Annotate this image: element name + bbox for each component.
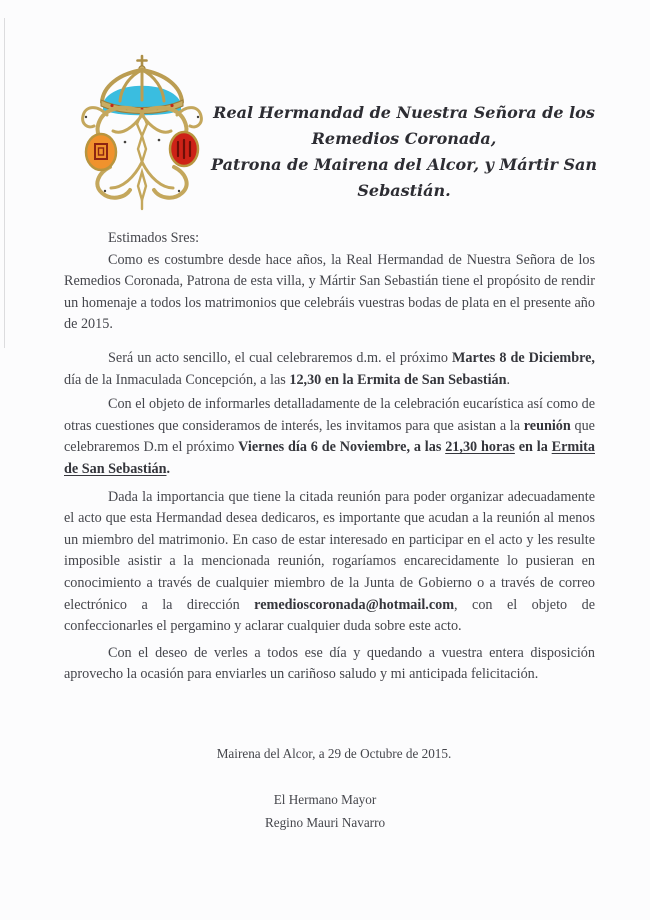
text-segment: Dada la importancia que tiene la citada reunión para poder organizar adecuadamente el acto que esta Hermandad desea dedicaros, es importante que acudan a la reunión al menos un miembro del matrimonio. En caso de estar interesado en participar en el acto y les resulte imposible asistir a la mencionada reunión, rogaríamos encarecidamente lo pusieran en conocimiento a través de cualquier miembro de la Junta de Gobierno o a través de correo electrónico a la dirección [64,488,595,613]
signature-name: Regino Mauri Navarro [264,814,386,830]
text-segment: que celebraremos D.m el próximo [64,417,595,456]
text-segment: Con el deseo de verles a todos ese día y quedando a vuestra entera disposición aprovecho la ocasión para enviarles un cariñoso saludo y mi anticipada felicitación. [64,644,595,683]
text-segment: Como es costumbre desde hace años, la Real Hermandad de Nuestra Señora de los Remedios Coronada, Patrona de esta villa, y Mártir San Sebastián tiene el propósito de rendir un homenaje a todos los matrimonios que celebráis vuestras bodas de plata en el presente año de 2015. [64,251,595,333]
meeting-place-underlined: Ermita de San Sebastián [64,439,595,477]
hermandad-crest-icon [72,53,212,215]
letterhead-title-line1: Real Hermandad de Nuestra Señora de los Remedios Coronada, [213,103,595,148]
event-time-place-bold: 12,30 en la Ermita de San Sebastián [289,371,507,388]
signature-role: El Hermano Mayor [273,792,377,807]
left-medallion [86,134,116,170]
paragraph-event-date [64,348,595,391]
letterhead-title [205,100,603,204]
dateline: Mairena del Alcor, a 29 de Octubre de 2015. [216,746,452,761]
salutation: Estimados Sres: [108,230,200,246]
scan-artifact-line [4,18,5,348]
email-address: remedioscoronada@hotmail.com [254,596,455,613]
meeting-word-bold: reunión [523,417,571,434]
meeting-time-underlined: 21,30 horas [445,439,515,456]
paragraph-closing [64,643,595,686]
letterhead-title-line2: Patrona de Mairena del Alcor, y Mártir San Sebastián. [210,155,598,200]
meeting-date-bold: Viernes día 6 de Noviembre, a las [238,439,446,456]
paragraph-meeting [64,394,595,480]
text-segment: Será un acto sencillo, el cual celebraremos d.m. el próximo [108,349,452,366]
text-segment-bold: en la [514,439,552,456]
text-segment-bold: . [166,460,171,477]
text-segment: Con el objeto de informarles detalladamente de la celebración eucarística así como de otras cuestiones que consideramos de interés, les invitamos para que asistan a la [64,396,595,434]
event-date-bold: Martes 8 de Diciembre, [451,349,595,366]
letter-body [64,228,595,686]
paragraph-importance [64,487,595,638]
text-segment: , con el objeto de confeccionarles el pergamino y aclarar cualquier duda sobre este acto. [64,596,595,635]
signature-block [0,789,650,834]
text-segment: día de la Inmaculada Concepción, a las [64,371,290,388]
text-segment: . [506,371,511,388]
paragraph-intro [64,250,595,336]
